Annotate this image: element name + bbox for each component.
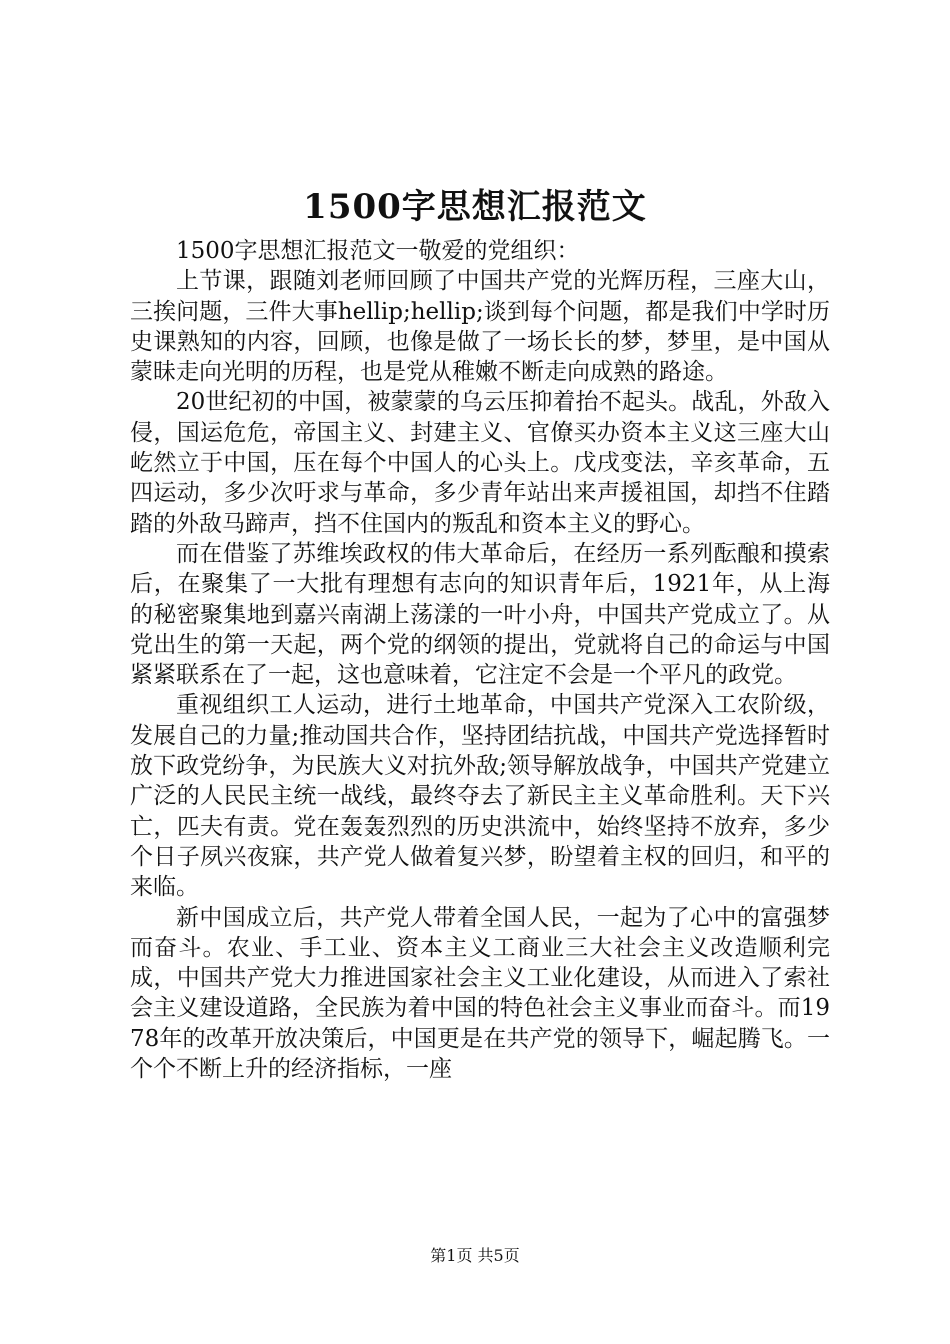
paragraph: 上节课，跟随刘老师回顾了中国共产党的光辉历程，三座大山，三挨问题，三件大事hellip;hellip;谈到每个问题，都是我们中学时历史课熟知的内容，回顾，也像是做了一场长长的梦，梦里，是中国从蒙昧走向光明的历程，也是党从稚嫩不断走向成熟的路途。 [130, 268, 830, 386]
paragraph: 而在借鉴了苏维埃政权的伟大革命后，在经历一系列酝酿和摸索后，在聚集了一大批有理想有志向的知识青年后，1921年，从上海的秘密聚集地到嘉兴南湖上荡漾的一叶小舟，中国共产党成立了。从党出生的第一天起，两个党的纲领的提出，党就将自己的命运与中国紧紧联系在了一起，这也意味着，它注定不会是一个平凡的政党。 [130, 540, 830, 689]
paragraph: 1500字思想汇报范文一敬爱的党组织： [176, 238, 580, 264]
paragraph: 重视组织工人运动，进行土地革命，中国共产党深入工农阶级，发展自己的力量;推动国共合作，坚持团结抗战，中国共产党选择暂时放下政党纷争，为民族大义对抗外敌;领导解放战争，中国共产党建立广泛的人民民主统一战线，最终夺去了新民主主义革命胜利。天下兴亡，匹夫有责。党在轰轰烈烈的历史洪流中，始终坚持不放弃，多少个日子夙兴夜寐，共产党人做着复兴梦，盼望着主权的回归，和平的来临。 [130, 692, 830, 901]
paragraph: 新中国成立后，共产党人带着全国人民，一起为了心中的富强梦而奋斗。农业、手工业、资本主义工商业三大社会主义改造顺利完成，中国共产党大力推进国家社会主义工业化建设，从而进入了索社会主义建设道路，全民族为着中国的特色社会主义事业而奋斗。而1978年的改革开放决策后，中国更是在共产党的领导下，崛起腾飞。一个个不断上升的经济指标，一座 [130, 904, 830, 1083]
page-number: 第1页 共5页 [430, 1246, 520, 1265]
document-body [130, 236, 830, 1084]
paragraph: 20世纪初的中国，被蒙蒙的乌云压抑着抬不起头。战乱，外敌入侵，国运危危，帝国主义、封建主义、官僚买办资本主义这三座大山屹然立于中国，压在每个中国人的心头上。戊戌变法，辛亥革命，五四运动，多少次吁求与革命，多少青年站出来声援祖国，却挡不住踏踏的外敌马蹄声，挡不住国内的叛乱和资本主义的野心。 [130, 389, 830, 537]
page-footer [0, 1244, 950, 1268]
document-title: 1500字思想汇报范文 [303, 187, 647, 227]
